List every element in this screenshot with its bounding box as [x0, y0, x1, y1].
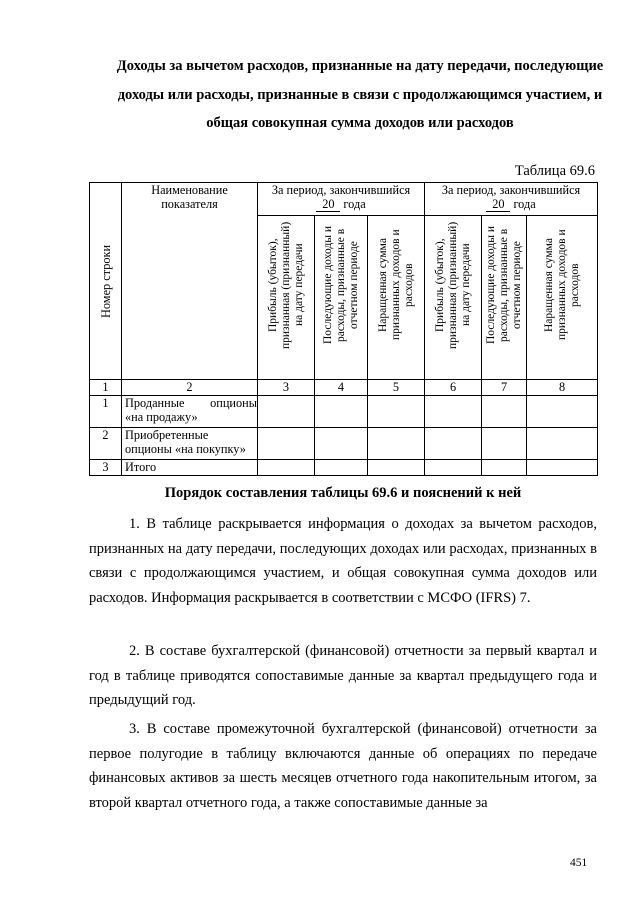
row-number: 3	[90, 460, 122, 476]
table-row	[90, 428, 598, 460]
table-label: Таблица 69.6	[514, 163, 595, 179]
section-title: Порядок составления таблицы 69.6 и пояснений к ней	[164, 485, 522, 501]
paragraph-3: 3. В составе промежуточной бухгалтерской (финансовой) отчетности за первое полугодие в таблицу включаются данные об операциях по передаче финансовых активов за шесть месяцев отчетного года накопительным итогом, за второй квартал отчетного года, а также сопоставимые данные за	[89, 721, 597, 811]
paragraph-2: 2. В составе бухгалтерской (финансовой) отчетности за первый квартал и год в таблице приводятся сопоставимые данные за квартал предыдущего года и предыдущий год.	[89, 643, 597, 709]
row-name: Проданные опционы «на продажу»	[122, 396, 258, 428]
col-num: 2	[122, 380, 258, 396]
document-title: Доходы за вычетом расходов, признанные на дату передачи, последующие доходы или расходы, признанные в связи с продолжающимся участием, и общая совокупная сумма доходов или расходов	[116, 58, 604, 131]
column-number-row	[90, 380, 598, 396]
row-number: 2	[90, 428, 122, 460]
table-row	[90, 396, 598, 428]
header-period-2: За период, закончившийся 20 года	[425, 183, 598, 216]
col-num: 3	[258, 380, 315, 396]
col-num: 7	[482, 380, 527, 396]
subcol-subsequent-2: Последующие доходы и расходы, признанные в отчетном периоде	[482, 215, 527, 379]
subcol-profit-2: Прибыль (убыток), признанная (признанный) на дату передачи	[425, 215, 482, 379]
col-num: 5	[368, 380, 425, 396]
col-num: 1	[90, 380, 122, 396]
subcol-accumulated-1: Наращенная сумма признанных доходов и расходов	[368, 215, 425, 379]
page-number: 451	[570, 857, 588, 869]
row-name: Приобретенные опционы «на покупку»	[122, 428, 258, 460]
subcol-profit-1: Прибыль (убыток), признанная (признанный) на дату передачи	[258, 215, 315, 379]
table-row	[90, 460, 598, 476]
subcol-subsequent-1: Последующие доходы и расходы, признанные в отчетном периоде	[315, 215, 368, 379]
data-table	[89, 182, 598, 476]
col-num: 4	[315, 380, 368, 396]
col-num: 6	[425, 380, 482, 396]
paragraph-1: 1. В таблице раскрывается информация о доходах за вычетом расходов, признанных на дату передачи, последующих доходах или расходах, признанных в связи с продолжающимся участием, и общая совокупная сумма доходов или расходов. Информация раскрывается в соответствии с МСФО (IFRS) 7.	[89, 516, 597, 606]
header-row-number: Номер строки	[90, 183, 122, 380]
subcol-accumulated-2: Наращенная сумма признанных доходов и расходов	[527, 215, 598, 379]
col-num: 8	[527, 380, 598, 396]
header-period-1: За период, закончившийся 20 года	[258, 183, 425, 216]
row-number: 1	[90, 396, 122, 428]
row-name: Итого	[122, 460, 258, 476]
header-indicator: Наименование показателя	[122, 183, 258, 380]
